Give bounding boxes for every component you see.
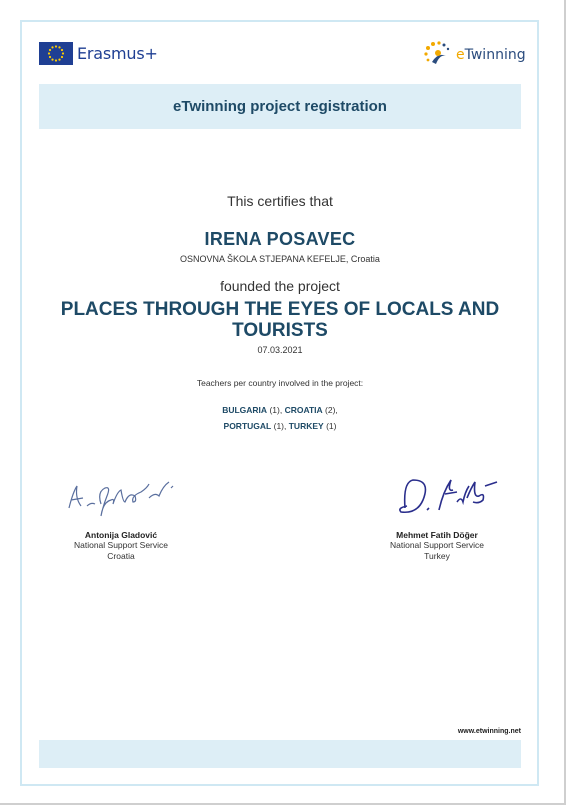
- bottom-band: [39, 740, 521, 768]
- country-name: CROATIA: [284, 405, 323, 415]
- signatory-role: National Support Service: [389, 540, 485, 550]
- etwinning-logo-rest: Twinning: [464, 47, 526, 63]
- signatory-name: Antonija Gladović: [84, 530, 158, 540]
- erasmus-logo-text: Erasmus+: [77, 43, 158, 63]
- signature-image-left: [51, 462, 191, 522]
- etwinning-stars-icon: [422, 40, 456, 70]
- country-count: (2): [325, 405, 336, 415]
- signatory-country: Croatia: [107, 551, 135, 561]
- country-count: (1): [273, 421, 284, 431]
- website-link[interactable]: www.etwinning.net: [457, 728, 521, 735]
- etwinning-logo: [422, 40, 526, 70]
- signature-block-left: [46, 462, 196, 562]
- country-name: BULGARIA: [222, 405, 268, 415]
- certificate-title: eTwinning project registration: [173, 98, 387, 115]
- school-name: OSNOVNA ŠKOLA STJEPANA KEFELJE, Croatia: [180, 254, 380, 264]
- country-count: (1): [269, 405, 280, 415]
- signatory-name: Mehmet Fatih Döğer: [396, 530, 478, 540]
- signatory-role: National Support Service: [73, 540, 169, 550]
- eu-flag-icon: [39, 42, 73, 65]
- founded-text: founded the project: [220, 278, 340, 294]
- signatory-country: Turkey: [424, 551, 450, 561]
- etwinning-logo-e: e: [456, 47, 465, 63]
- signature-image-right: [367, 462, 507, 522]
- certifies-text: This certifies that: [227, 193, 333, 209]
- project-title: PLACES THROUGH THE EYES OF LOCALS AND TOURISTS: [60, 299, 500, 341]
- recipient-name: IRENA POSAVEC: [204, 229, 356, 249]
- countries-list: BULGARIA (1), CROATIA (2), PORTUGAL (1), TURKEY (1): [222, 405, 338, 431]
- title-band: [39, 84, 521, 129]
- teachers-per-country-label: Teachers per country involved in the project:: [196, 378, 364, 388]
- etwinning-logo-text: [456, 47, 526, 63]
- signature-block-right: [362, 462, 512, 562]
- country-name: TURKEY: [288, 421, 324, 431]
- project-date: 07.03.2021: [257, 345, 303, 355]
- country-count: (1): [326, 421, 337, 431]
- erasmus-logo: [39, 41, 158, 65]
- country-name: PORTUGAL: [223, 421, 272, 431]
